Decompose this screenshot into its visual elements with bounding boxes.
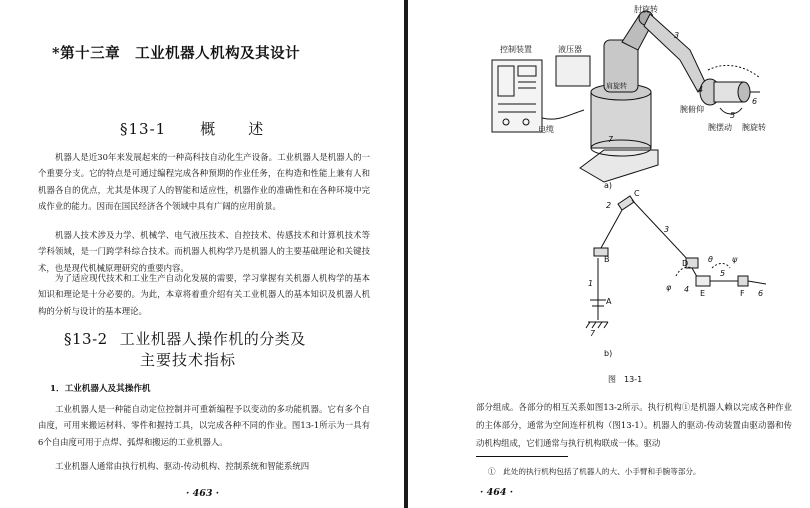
robot-base bbox=[580, 84, 658, 182]
label-n6-a: 6 bbox=[752, 97, 758, 106]
section-number: §13-2 bbox=[64, 330, 108, 348]
label-D: D bbox=[682, 259, 689, 268]
section-title: 概 述 bbox=[200, 120, 265, 138]
paragraph-definition: 工业机器人是一种能自动定位控制并可重新编程予以变动的多功能机器。它有多个自由度，可用来搬运材料、零件和握持工具，以完成各种不同的作业。图13-1所示为一具有6个自由度可用于点焊、弧焊和搬运的工业机器人。 bbox=[38, 404, 370, 447]
label-hydraulic: 液压器 bbox=[558, 45, 582, 54]
controller-cabinet bbox=[492, 60, 542, 132]
page-number: · 464 · bbox=[480, 487, 514, 498]
label-n4-a: 4 bbox=[698, 85, 704, 94]
cable-line bbox=[542, 110, 584, 119]
label-wrist-pitch: 腕俯仰 bbox=[680, 105, 704, 114]
figure-caption: 图 13-1 bbox=[608, 375, 643, 384]
label-E: E bbox=[700, 289, 706, 298]
footnote-rule bbox=[476, 456, 568, 457]
label-A: A bbox=[606, 297, 612, 306]
hydraulic-unit bbox=[556, 56, 590, 86]
label-top-rotate: 肘旋转 bbox=[634, 5, 658, 14]
label-wrist-roll: 腕旋转 bbox=[742, 123, 766, 132]
label-motor: 肩旋转 bbox=[606, 82, 627, 90]
section-heading-13-1 bbox=[120, 118, 264, 139]
section-number: §13-1 bbox=[120, 120, 167, 138]
paragraph-continued: 部分组成。各部分的相互关系如图13-2所示。执行机构①是机器人赖以完成各种作业的主体部分，通常为空间连杆机构（图13-1）。机器人的驱动-传动装置由驱动器和传动机构组成，它们通常与执行机构联成一体。驱动 bbox=[476, 402, 792, 448]
section-heading-13-2 bbox=[64, 328, 306, 349]
section-title-line2: 主要技术指标 bbox=[140, 351, 237, 369]
label-n5-a: 5 bbox=[730, 111, 736, 120]
forearm bbox=[644, 14, 706, 92]
footnote: ① 此处的执行机构包括了机器人的大、小手臂和手腕等部分。 bbox=[488, 467, 701, 476]
label-n7-a: 7 bbox=[608, 135, 614, 144]
section-title-line1: 工业机器人操作机的分类及 bbox=[119, 330, 306, 348]
label-phi: φ bbox=[666, 283, 672, 292]
label-n1-b: 1 bbox=[588, 279, 594, 288]
paragraph-intro: 机器人是近30年来发展起来的一种高科技自动化生产设备。工业机器人是机器人的一个重要分支。它的特点是可通过编程完成各种预期的作业任务，在构造和性能上兼有人和机器各自的优点，尤其是体现了人的智能和适应性，机器作业的准确性和在各种环境中完成作业的能力。因而在国民经济各个领域中具有广阔的应用前景。 bbox=[38, 152, 370, 211]
left-page bbox=[0, 0, 404, 508]
label-n4-b: 4 bbox=[684, 285, 690, 294]
right-page bbox=[408, 0, 810, 508]
link-2 bbox=[601, 210, 622, 248]
paragraph-purpose: 为了适应现代技术和工业生产自动化发展的需要，学习掌握有关机器人机构学的基本知识和理论是十分必要的。为此，本章将着重介绍有关工业机器人的基本知识及机器人机构的分析与设计的基本理论。 bbox=[38, 273, 370, 316]
paragraph-components: 工业机器人通常由执行机构、驱动-传动机构、控制系统和智能系统四 bbox=[55, 461, 310, 471]
link-6 bbox=[748, 281, 766, 284]
caption-a: a) bbox=[604, 181, 613, 190]
label-n3-b: 3 bbox=[664, 225, 670, 234]
label-theta: θ bbox=[708, 255, 713, 264]
chapter-title: *第十三章 工业机器人机构及其设计 bbox=[52, 45, 301, 62]
label-cable: 电缆 bbox=[538, 125, 554, 134]
label-n6-b: 6 bbox=[758, 289, 764, 298]
subheading: 1．工业机器人及其操作机 bbox=[50, 384, 151, 394]
kinematic-diagram bbox=[586, 196, 766, 328]
robot-figure bbox=[408, 0, 810, 400]
label-n5-b: 5 bbox=[720, 269, 726, 278]
label-n3-a: 3 bbox=[674, 31, 680, 40]
label-controller: 控制装置 bbox=[500, 45, 532, 54]
paragraph-disciplines: 机器人技术涉及力学、机械学、电气液压技术、自控技术、传感技术和计算机技术等学科领域，是一门跨学科综合技术。而机器人机构学乃是机器人的主要基础理论和关键技术，也是现代机械原理研究的重要内容。 bbox=[38, 230, 370, 273]
caption-b: b) bbox=[604, 349, 613, 358]
label-F: F bbox=[740, 289, 745, 298]
page-number: · 463 · bbox=[186, 488, 220, 499]
label-wrist-yaw: 腕摆动 bbox=[708, 123, 732, 132]
wrist-assembly bbox=[700, 65, 760, 114]
label-n2-b: 2 bbox=[606, 201, 612, 210]
label-C: C bbox=[634, 189, 640, 198]
robot-illustration bbox=[492, 11, 760, 182]
link-3 bbox=[632, 200, 690, 262]
label-psi: ψ bbox=[732, 255, 738, 264]
label-n7-b: 7 bbox=[590, 329, 596, 338]
label-B: B bbox=[604, 255, 610, 264]
